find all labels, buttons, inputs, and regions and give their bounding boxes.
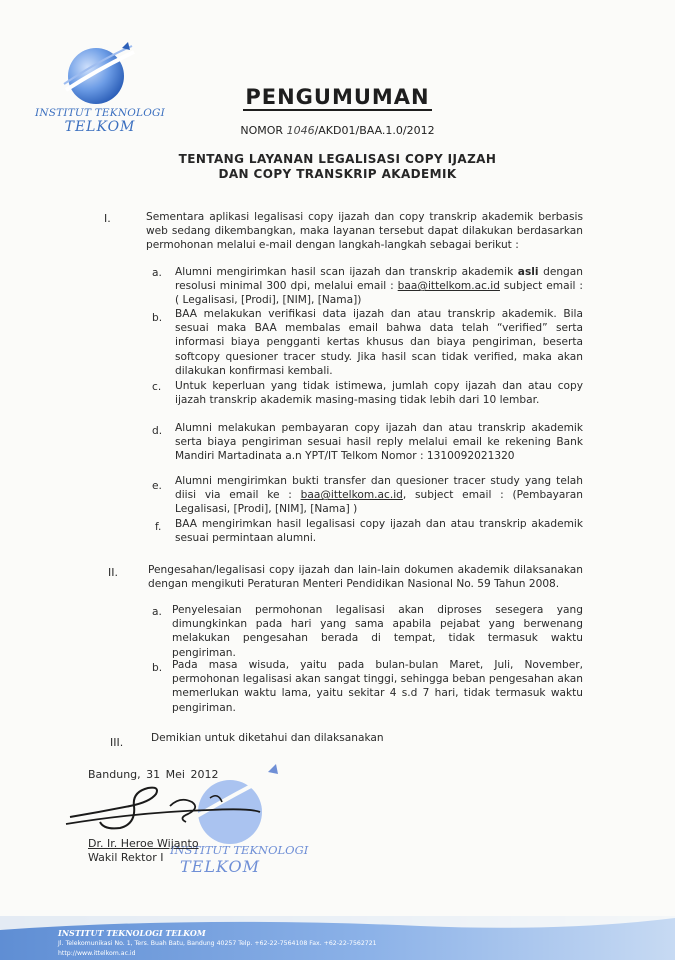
letterhead-footer — [0, 916, 675, 960]
signatory-role: Wakil Rektor I — [88, 851, 164, 864]
section-3-numeral: III. — [110, 736, 124, 749]
item-a-text-mid: dengan resolusi minimal 300 dpi, melalui email : — [175, 266, 583, 293]
item-e-text-pre: Alumni mengirimkan bukti transfer dan quesioner tracer study yang telah diisi via email ke : — [175, 475, 583, 502]
section-1-item-a-letter: a. — [152, 267, 162, 279]
section-1-item-f: BAA mengirimkan hasil legalisasi copy ijazah dan atau transkrip akademik sesuai permintaan alumni. — [175, 518, 583, 545]
section-1-item-b: BAA melakukan verifikasi data ijazah dan atau transkrip akademik. Bila sesuai maka BAA membalas email bahwa data telah “verified” serta informasi biaya pengganti kertas khusus dan biaya pengiriman, beserta softcopy quesioner tracer study. Jika hasil scan tidak verified, maka akan dilakukan konfirmasi kembali. — [175, 308, 583, 377]
item-a-text-bold: asli — [517, 266, 539, 278]
section-1-item-a — [175, 265, 583, 308]
section-3-text: Demikian untuk diketahui dan dilaksanakan — [151, 732, 384, 744]
section-2-intro: Pengesahan/legalisasi copy ijazah dan lain-lain dokumen akademik dilaksanakan dengan mengikuti Peraturan Menteri Pendidikan Nasional No. 59 Tahun 2008. — [148, 564, 583, 591]
item-a-text-pre: Alumni mengirimkan hasil scan ijazah dan transkrip akademik — [175, 266, 518, 278]
section-1-item-d: Alumni melakukan pembayaran copy ijazah dan atau transkrip akademik serta biaya pengiriman sesuai hasil reply melalui email ke rekening Bank Mandiri Martadinata a.n YPT/IT Telkom Nomor : 1310092021320 — [175, 422, 583, 463]
email-link[interactable]: baa@ittelkom.ac.id — [300, 489, 403, 502]
section-2-item-b: Pada masa wisuda, yaitu pada bulan-bulan Maret, Juli, November, permohonan legalisasi akan sangat tinggi, sehingga beban pengesahan akan memerlukan waktu lama, yaitu sekitar 4 s.d 7 hari, tidak termasuk waktu pengiriman. — [172, 659, 583, 714]
section-1-item-f-letter: f. — [155, 521, 162, 533]
logo-text-line2: TELKOM — [64, 119, 136, 135]
signatory-name: Dr. Ir. Heroe Wijanto — [88, 837, 199, 850]
nomor-suffix: /AKD01/BAA.1.0/2012 — [314, 124, 435, 137]
nomor-handwritten: 1046 — [286, 124, 315, 137]
section-2-item-a-letter: a. — [152, 606, 162, 618]
section-1-item-e — [175, 474, 583, 517]
logo-text-line1: INSTITUT TEKNOLOGI — [35, 107, 165, 119]
section-1-item-c: Untuk keperluan yang tidak istimewa, jumlah copy ijazah dan atau copy ijazah transkrip akademik masing-masing tidak lebih dari 10 lembar. — [175, 380, 583, 407]
footer-institution: INSTITUT TEKNOLOGI TELKOM — [58, 928, 206, 938]
section-1-intro: Sementara aplikasi legalisasi copy ijazah dan copy transkrip akademik berbasis web sedang dikembangkan, maka layanan tersebut dapat dilakukan berdasarkan permohonan melalui e-mail dengan langkah-langkah sebagai berikut : — [146, 211, 583, 252]
section-1-item-b-letter: b. — [152, 312, 163, 324]
item-a-text-post: subject email : ( Legalisasi, [Prodi], [NIM], [Nama]) — [175, 280, 583, 307]
subtitle-line1: TENTANG LAYANAN LEGALISASI COPY IJAZAH — [178, 152, 497, 166]
item-e-text-post: , subject email : (Pembayaran Legalisasi, [Prodi], [NIM], [Nama] ) — [175, 489, 583, 516]
section-1-numeral: I. — [104, 212, 111, 225]
footer-website[interactable]: http://www.ittelkom.ac.id — [58, 950, 136, 957]
subtitle-line2: DAN COPY TRANSKRIP AKADEMIK — [218, 167, 457, 181]
section-1-item-e-letter: e. — [152, 480, 162, 492]
document-title — [0, 85, 675, 109]
document-subtitle — [0, 152, 675, 182]
signature-date: Bandung, 31 Mei 2012 — [88, 768, 219, 781]
section-2-item-a: Penyelesaian permohonan legalisasi akan diproses sesegera yang dimungkinkan pada hari yang sama apabila pejabat yang berwenang melakukan pengesahan berada di tempat, tidak termasuk waktu pengiriman. — [172, 604, 583, 659]
stamp-text-line2: TELKOM — [180, 857, 260, 876]
section-2-numeral: II. — [108, 566, 118, 579]
section-2-item-b-letter: b. — [152, 662, 163, 674]
email-link[interactable]: baa@ittelkom.ac.id — [397, 280, 500, 293]
document-number — [0, 124, 675, 137]
title-text: PENGUMUMAN — [245, 85, 430, 109]
section-1-item-c-letter: c. — [152, 381, 162, 393]
footer-address: Jl. Telekomunikasi No. 1, Ters. Buah Batu, Bandung 40257 Telp. +62-22-7564108 Fax. +62-22-7562721 — [58, 940, 377, 947]
nomor-prefix: NOMOR — [240, 124, 284, 137]
stamp-text-line1: INSTITUT TEKNOLOGI — [170, 843, 309, 857]
section-1-item-d-letter: d. — [152, 425, 163, 437]
handwritten-signature-icon — [60, 772, 290, 842]
